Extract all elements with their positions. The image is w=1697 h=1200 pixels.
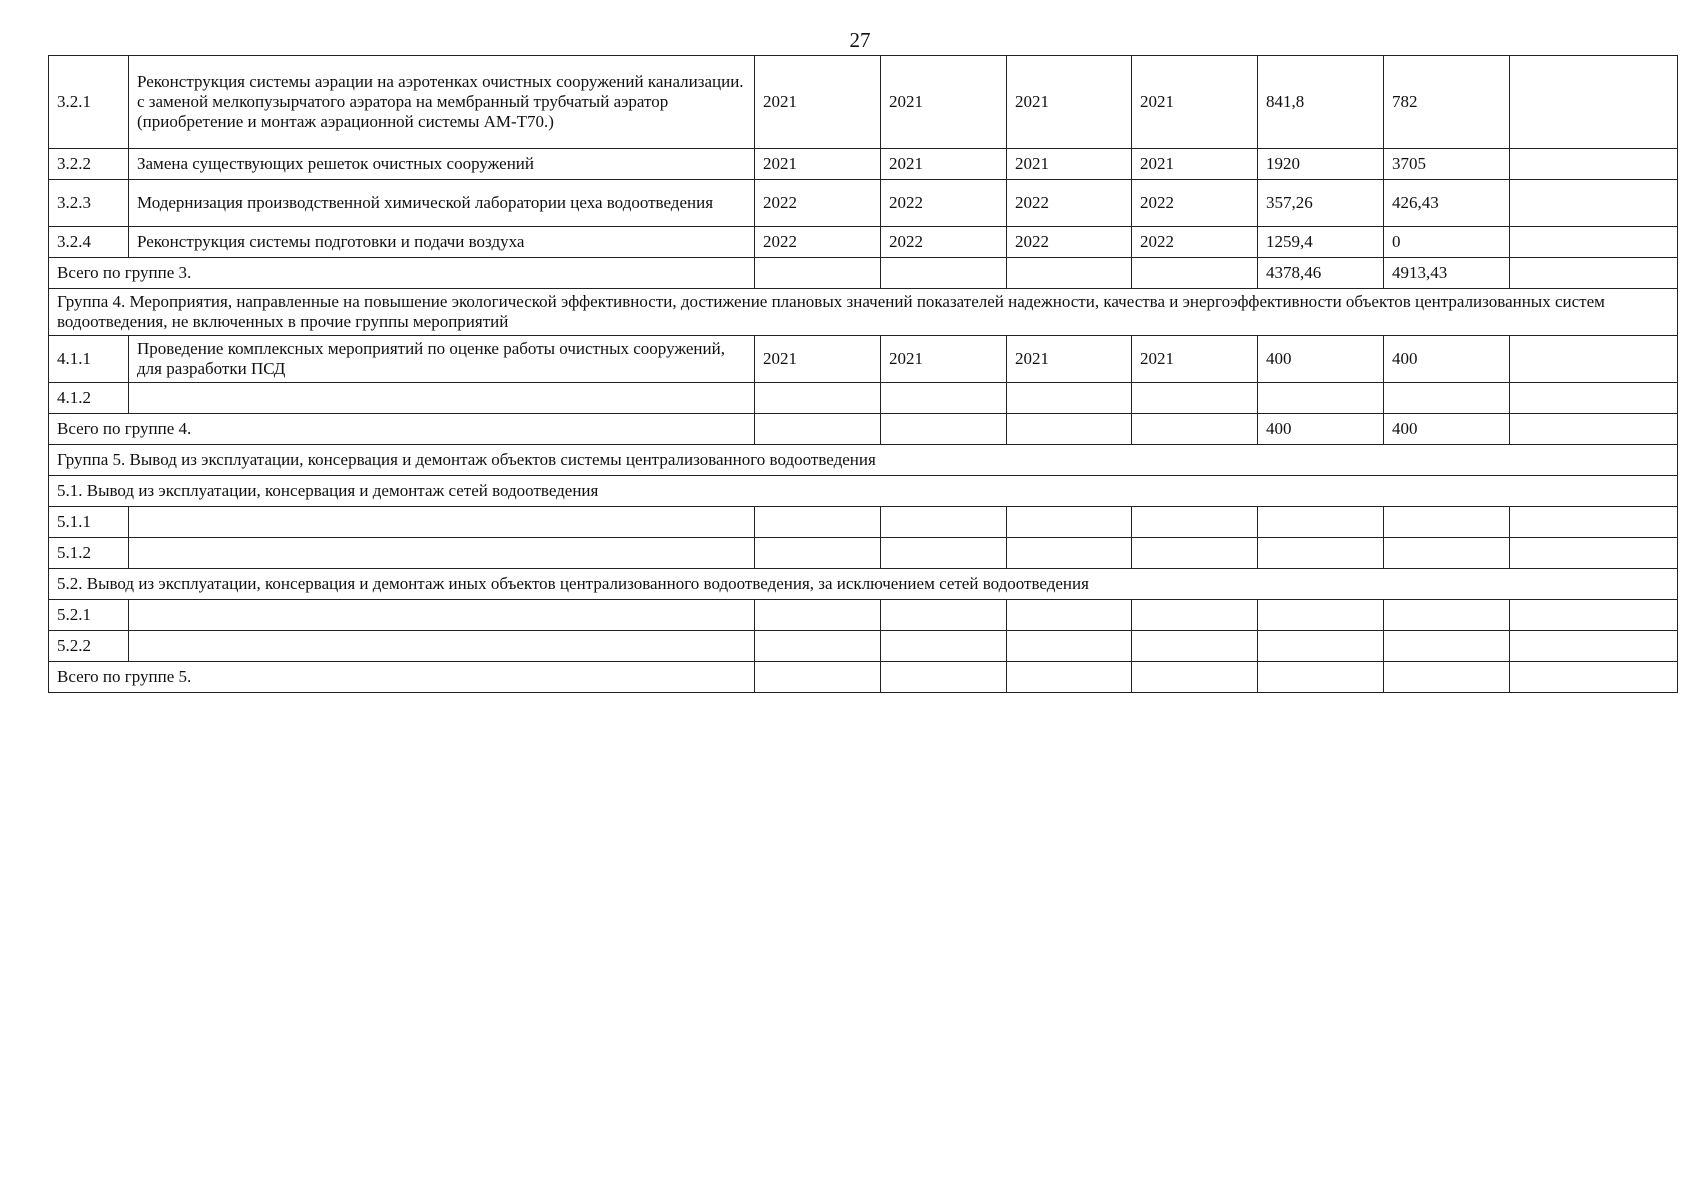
value-cell [1132, 631, 1258, 662]
value-cell [755, 631, 881, 662]
value-cell [755, 507, 881, 538]
item-description: Замена существующих решеток очистных сооружений [129, 149, 755, 180]
value-cell: 2022 [1132, 180, 1258, 227]
value-cell: 2021 [1132, 149, 1258, 180]
value-cell: 1259,4 [1258, 227, 1384, 258]
value-cell: 2022 [1007, 180, 1132, 227]
group-total-label: Всего по группе 5. [49, 662, 755, 693]
value-cell [1007, 631, 1132, 662]
value-cell: 2021 [755, 149, 881, 180]
value-cell: 400 [1384, 336, 1510, 383]
total-value-cell: 400 [1258, 414, 1384, 445]
group-header-row [49, 569, 1678, 600]
value-cell [1007, 383, 1132, 414]
value-cell: 426,43 [1384, 180, 1510, 227]
value-cell: 3705 [1384, 149, 1510, 180]
value-cell [1384, 383, 1510, 414]
group-header: Группа 5. Вывод из эксплуатации, консервация и демонтаж объектов системы централизованного водоотведения [49, 445, 1678, 476]
item-number: 4.1.2 [49, 383, 129, 414]
group-total-row [49, 662, 1678, 693]
total-value-cell: 4913,43 [1384, 258, 1510, 289]
table-row [49, 56, 1678, 149]
total-value-cell: 400 [1384, 414, 1510, 445]
item-number: 3.2.3 [49, 180, 129, 227]
total-value-cell [755, 258, 881, 289]
item-description [129, 538, 755, 569]
group-total-row [49, 258, 1678, 289]
value-cell [1510, 383, 1678, 414]
value-cell [1510, 227, 1678, 258]
value-cell [1510, 600, 1678, 631]
value-cell: 2022 [881, 227, 1007, 258]
total-value-cell [881, 662, 1007, 693]
value-cell [1258, 538, 1384, 569]
item-description: Реконструкция системы подготовки и подачи воздуха [129, 227, 755, 258]
group-total-label: Всего по группе 4. [49, 414, 755, 445]
value-cell: 2022 [881, 180, 1007, 227]
value-cell [1510, 507, 1678, 538]
table-row [49, 180, 1678, 227]
group-header-row [49, 445, 1678, 476]
value-cell: 400 [1258, 336, 1384, 383]
value-cell [1258, 600, 1384, 631]
value-cell [1384, 600, 1510, 631]
item-description [129, 507, 755, 538]
total-value-cell: 4378,46 [1258, 258, 1384, 289]
total-value-cell [1007, 414, 1132, 445]
value-cell: 2021 [881, 149, 1007, 180]
table-row [49, 631, 1678, 662]
item-description: Реконструкция системы аэрации на аэротенках очистных сооружений канализации. с заменой мелкопузырчатого аэратора на мембранный трубчатый аэратор (приобретение и монтаж аэрационной системы АМ-Т70.) [129, 56, 755, 149]
item-number: 5.2.2 [49, 631, 129, 662]
group-header-row [49, 289, 1678, 336]
value-cell [755, 538, 881, 569]
table-row [49, 507, 1678, 538]
value-cell: 2021 [881, 56, 1007, 149]
group-header-row [49, 476, 1678, 507]
value-cell [1510, 631, 1678, 662]
value-cell [1510, 336, 1678, 383]
total-value-cell [1132, 258, 1258, 289]
investment-plan-table [48, 55, 1678, 693]
table-body [49, 56, 1678, 693]
value-cell [1132, 600, 1258, 631]
value-cell: 357,26 [1258, 180, 1384, 227]
group-header: Группа 4. Мероприятия, направленные на повышение экологической эффективности, достижение плановых значений показателей надежности, качества и энергоэффективности объектов централизованных систем водоотведения, не включенных в прочие группы мероприятий [49, 289, 1678, 336]
value-cell [1258, 507, 1384, 538]
value-cell: 2022 [1007, 227, 1132, 258]
item-number: 4.1.1 [49, 336, 129, 383]
table-row [49, 538, 1678, 569]
value-cell: 2021 [1007, 56, 1132, 149]
value-cell [1510, 180, 1678, 227]
value-cell [1384, 507, 1510, 538]
item-description: Модернизация производственной химической лаборатории цеха водоотведения [129, 180, 755, 227]
value-cell [1132, 507, 1258, 538]
total-value-cell [1007, 662, 1132, 693]
value-cell [1132, 538, 1258, 569]
value-cell: 2021 [881, 336, 1007, 383]
item-description: Проведение комплексных мероприятий по оценке работы очистных сооружений, для разработки ПСД [129, 336, 755, 383]
table-row [49, 149, 1678, 180]
value-cell [755, 383, 881, 414]
table-row [49, 383, 1678, 414]
value-cell [1510, 56, 1678, 149]
item-number: 5.1.1 [49, 507, 129, 538]
value-cell [1384, 631, 1510, 662]
value-cell [881, 507, 1007, 538]
item-number: 3.2.4 [49, 227, 129, 258]
group-header: 5.1. Вывод из эксплуатации, консервация и демонтаж сетей водоотведения [49, 476, 1678, 507]
total-value-cell [1510, 662, 1678, 693]
value-cell: 782 [1384, 56, 1510, 149]
value-cell [1258, 631, 1384, 662]
page-number: 27 [849, 28, 871, 52]
total-value-cell [755, 414, 881, 445]
value-cell: 2021 [755, 56, 881, 149]
value-cell [881, 538, 1007, 569]
value-cell [881, 383, 1007, 414]
value-cell [881, 600, 1007, 631]
value-cell: 2021 [1007, 336, 1132, 383]
group-header: 5.2. Вывод из эксплуатации, консервация и демонтаж иных объектов централизованного водоотведения, за исключением сетей водоотведения [49, 569, 1678, 600]
value-cell: 2022 [755, 180, 881, 227]
group-total-row [49, 414, 1678, 445]
item-number: 3.2.1 [49, 56, 129, 149]
value-cell [1510, 149, 1678, 180]
item-number: 3.2.2 [49, 149, 129, 180]
item-number: 5.1.2 [49, 538, 129, 569]
value-cell: 2022 [755, 227, 881, 258]
value-cell [1384, 538, 1510, 569]
value-cell [1007, 507, 1132, 538]
total-value-cell [755, 662, 881, 693]
total-value-cell [881, 258, 1007, 289]
value-cell [1132, 383, 1258, 414]
table-row [49, 227, 1678, 258]
value-cell: 2021 [755, 336, 881, 383]
group-total-label: Всего по группе 3. [49, 258, 755, 289]
item-description [129, 600, 755, 631]
value-cell: 2021 [1007, 149, 1132, 180]
value-cell: 2022 [1132, 227, 1258, 258]
item-number: 5.2.1 [49, 600, 129, 631]
value-cell: 2021 [1132, 336, 1258, 383]
value-cell: 841,8 [1258, 56, 1384, 149]
total-value-cell [1258, 662, 1384, 693]
value-cell: 1920 [1258, 149, 1384, 180]
table-row [49, 336, 1678, 383]
total-value-cell [881, 414, 1007, 445]
total-value-cell [1510, 258, 1678, 289]
value-cell [881, 631, 1007, 662]
value-cell [1007, 600, 1132, 631]
value-cell: 0 [1384, 227, 1510, 258]
item-description [129, 631, 755, 662]
value-cell [1510, 538, 1678, 569]
total-value-cell [1384, 662, 1510, 693]
total-value-cell [1132, 662, 1258, 693]
total-value-cell [1007, 258, 1132, 289]
table-row [49, 600, 1678, 631]
value-cell [1007, 538, 1132, 569]
item-description [129, 383, 755, 414]
total-value-cell [1132, 414, 1258, 445]
total-value-cell [1510, 414, 1678, 445]
value-cell [755, 600, 881, 631]
value-cell [1258, 383, 1384, 414]
value-cell: 2021 [1132, 56, 1258, 149]
